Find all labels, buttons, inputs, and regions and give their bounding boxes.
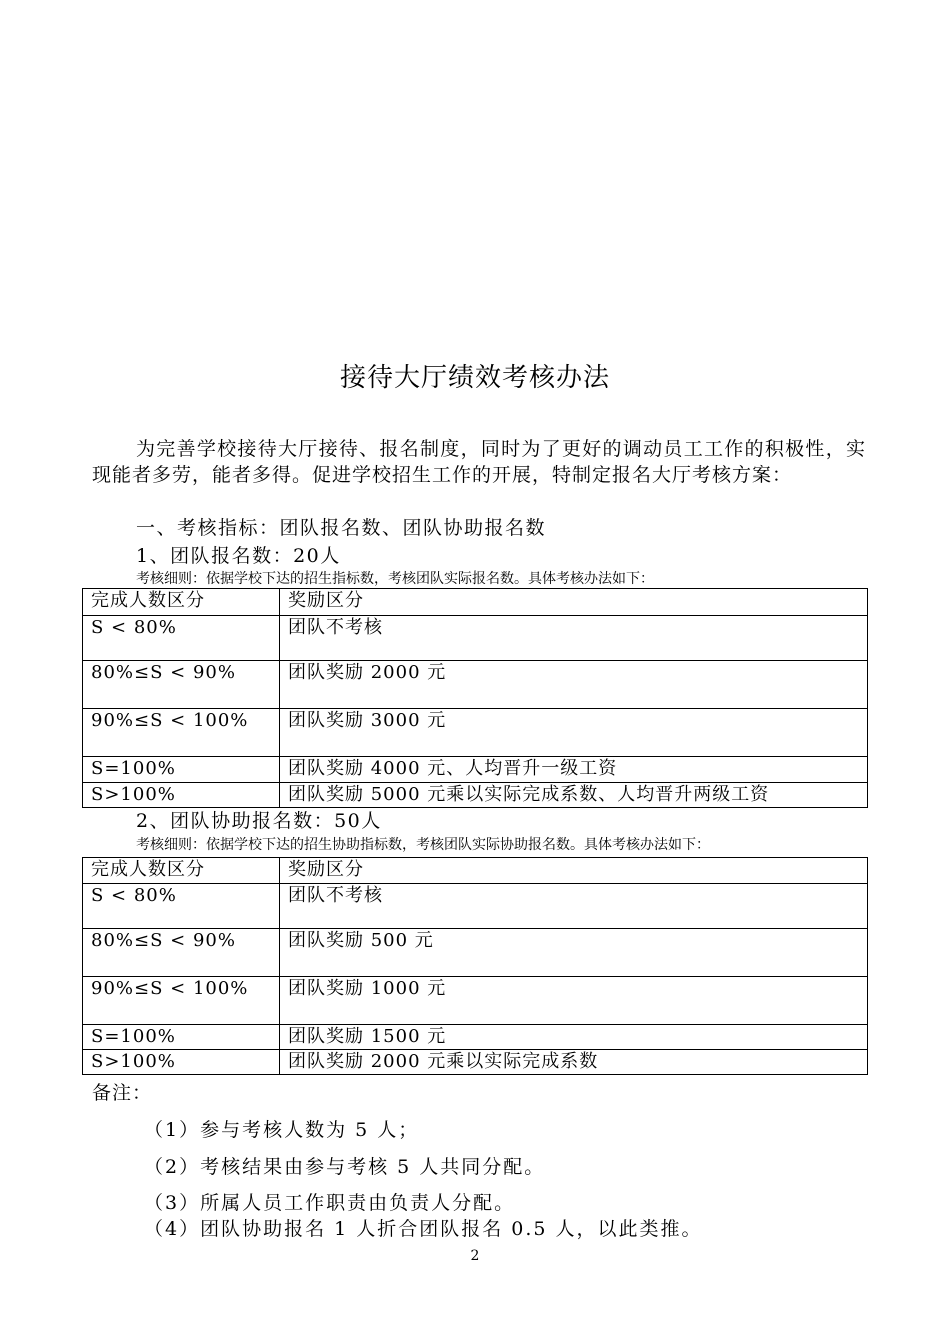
table-cell: 80%≤S < 90% — [83, 661, 280, 709]
note-item: （3）所属人员工作职责由负责人分配。 — [144, 1192, 516, 1214]
table-cell: S=100% — [83, 757, 280, 783]
note-item: （1）参与考核人数为 5 人； — [144, 1119, 420, 1141]
intro-paragraph: 为完善学校接待大厅接待、报名制度，同时为了更好的调动员工工作的积极性，实现能者多劳，能者多得。促进学校招生工作的开展，特制定报名大厅考核方案： — [92, 438, 866, 486]
table-cell: S < 80% — [83, 616, 280, 661]
table-cell: 团队奖励 3000 元 — [280, 709, 868, 757]
table-cell: 90%≤S < 100% — [83, 977, 280, 1025]
header-cell: 完成人数区分 — [83, 589, 280, 616]
table-cell: 团队奖励 2000 元乘以实际完成系数 — [280, 1050, 868, 1075]
page-title: 接待大厅绩效考核办法 — [339, 363, 610, 393]
note-item: （4）团队协助报名 1 人折合团队报名 0.5 人，以此类推。 — [144, 1218, 703, 1240]
table-cell: 团队奖励 4000 元、人均晋升一级工资 — [280, 757, 868, 783]
section-heading: 一、考核指标：团队报名数、团队协助报名数 — [136, 517, 547, 539]
item2-detail: 考核细则：依据学校下达的招生协助指标数，考核团队实际协助报名数。具体考核办法如下： — [136, 837, 710, 853]
team-assist-table — [82, 857, 868, 1075]
item2-heading: 2、团队协助报名数：50人 — [136, 810, 382, 832]
notes-label: 备注： — [92, 1082, 153, 1104]
team-registration-table — [82, 588, 868, 808]
table-row — [83, 1050, 868, 1075]
table-cell: S>100% — [83, 1050, 280, 1075]
table-row — [83, 884, 868, 929]
table-header-row — [83, 589, 868, 616]
header-cell: 奖励区分 — [280, 589, 868, 616]
table-cell: 团队奖励 1000 元 — [280, 977, 868, 1025]
table-cell: 团队不考核 — [280, 884, 868, 929]
table-cell: S=100% — [83, 1025, 280, 1050]
table-cell: 80%≤S < 90% — [83, 929, 280, 977]
page-number: 2 — [470, 1248, 480, 1264]
header-cell: 奖励区分 — [280, 858, 868, 884]
table-cell: S < 80% — [83, 884, 280, 929]
table-cell: 团队奖励 2000 元 — [280, 661, 868, 709]
table-row — [83, 661, 868, 709]
note-item: （2）考核结果由参与考核 5 人共同分配。 — [144, 1156, 546, 1178]
table-cell: 团队奖励 5000 元乘以实际完成系数、人均晋升两级工资 — [280, 783, 868, 808]
table-cell: 90%≤S < 100% — [83, 709, 280, 757]
table-cell: 团队不考核 — [280, 616, 868, 661]
table-row — [83, 977, 868, 1025]
header-cell: 完成人数区分 — [83, 858, 280, 884]
table-row — [83, 709, 868, 757]
table-row — [83, 757, 868, 783]
item1-heading: 1、团队报名数：20人 — [136, 545, 341, 567]
table-row — [83, 929, 868, 977]
table-cell: S>100% — [83, 783, 280, 808]
table-row — [83, 1025, 868, 1050]
table-cell: 团队奖励 1500 元 — [280, 1025, 868, 1050]
table-row — [83, 616, 868, 661]
table-cell: 团队奖励 500 元 — [280, 929, 868, 977]
table-row — [83, 783, 868, 808]
table-header-row — [83, 858, 868, 884]
item1-detail: 考核细则：依据学校下达的招生指标数，考核团队实际报名数。具体考核办法如下： — [136, 571, 654, 587]
